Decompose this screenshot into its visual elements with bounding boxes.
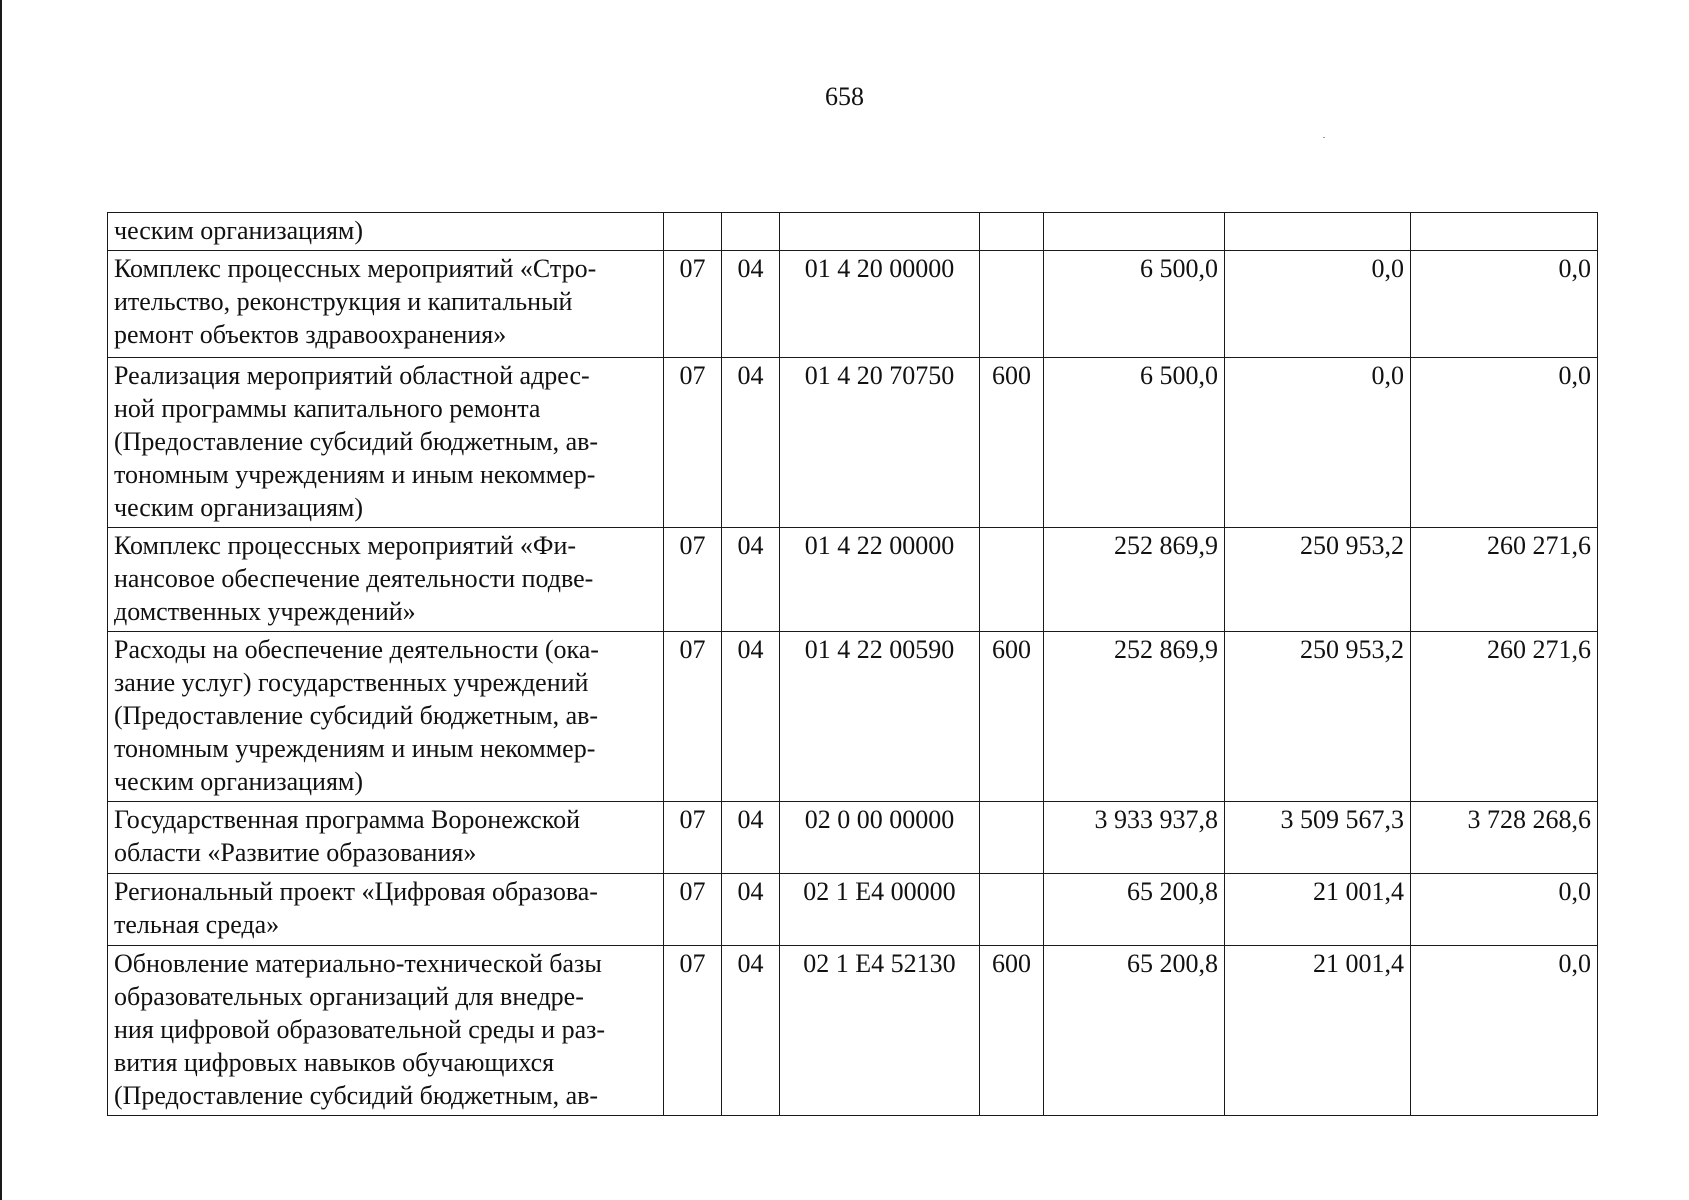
cell-podrazdel: 04: [722, 632, 780, 802]
description-line: Комплекс процессных мероприятий «Фи-: [114, 531, 577, 560]
cell-target-article: 01 4 20 70750: [780, 358, 980, 528]
cell-podrazdel: 04: [722, 946, 780, 1116]
description-line: Комплекс процессных мероприятий «Стро-: [114, 254, 597, 283]
cell-target-article: 01 4 22 00590: [780, 632, 980, 802]
cell-sum-year-2: 3 509 567,3: [1225, 802, 1411, 874]
cell-sum-year-2: 250 953,2: [1225, 632, 1411, 802]
cell-sum-year-3: 3 728 268,6: [1411, 802, 1598, 874]
description-line: (Предоставление субсидий бюджетным, ав-: [114, 701, 599, 730]
cell-sum-year-3: [1411, 213, 1598, 251]
cell-razdel: 07: [664, 946, 722, 1116]
table-row: [108, 213, 1598, 251]
cell-podrazdel: 04: [722, 874, 780, 946]
cell-expense-type: 600: [980, 946, 1044, 1116]
description-line: тельная среда»: [114, 910, 280, 939]
description-line: ния цифровой образовательной среды и раз-: [114, 1015, 606, 1044]
cell-razdel: 07: [664, 528, 722, 632]
table-row: [108, 358, 1598, 528]
cell-podrazdel: 04: [722, 528, 780, 632]
cell-sum-year-3: 0,0: [1411, 358, 1598, 528]
scan-left-edge: [0, 0, 2, 1200]
description-line: (Предоставление субсидий бюджетным, ав-: [114, 427, 599, 456]
cell-target-article: 01 4 20 00000: [780, 251, 980, 358]
cell-description: [108, 946, 664, 1116]
cell-sum-year-2: 250 953,2: [1225, 528, 1411, 632]
cell-razdel: 07: [664, 632, 722, 802]
cell-razdel: 07: [664, 251, 722, 358]
cell-podrazdel: [722, 213, 780, 251]
cell-sum-year-3: 0,0: [1411, 251, 1598, 358]
description-line: ческим организациям): [114, 767, 364, 796]
cell-description: [108, 874, 664, 946]
description-line: тономным учреждениям и иным некоммер-: [114, 734, 596, 763]
cell-target-article: [780, 213, 980, 251]
cell-sum-year-1: 252 869,9: [1044, 528, 1225, 632]
description-line: (Предоставление субсидий бюджетным, ав-: [114, 1081, 599, 1110]
cell-sum-year-1: 252 869,9: [1044, 632, 1225, 802]
description-line: ительство, реконструкция и капитальный: [114, 287, 573, 316]
table-row: [108, 946, 1598, 1116]
cell-sum-year-2: 0,0: [1225, 358, 1411, 528]
page-number: 658: [825, 82, 864, 111]
cell-sum-year-3: 260 271,6: [1411, 632, 1598, 802]
cell-target-article: 02 0 00 00000: [780, 802, 980, 874]
cell-razdel: [664, 213, 722, 251]
description-line: области «Развитие образования»: [114, 838, 477, 867]
cell-sum-year-2: 21 001,4: [1225, 874, 1411, 946]
cell-target-article: 02 1 E4 00000: [780, 874, 980, 946]
description-line: Региональный проект «Цифровая образова-: [114, 877, 598, 906]
cell-description: [108, 528, 664, 632]
cell-expense-type: [980, 528, 1044, 632]
cell-description: [108, 358, 664, 528]
cell-expense-type: [980, 213, 1044, 251]
description-line: Государственная программа Воронежской: [114, 805, 581, 834]
description-line: ческим организациям): [114, 216, 364, 245]
description-line: Реализация мероприятий областной адрес-: [114, 361, 590, 390]
description-line: ремонт объектов здравоохранения»: [114, 320, 507, 349]
description-line: ческим организациям): [114, 493, 364, 522]
cell-description: [108, 213, 664, 251]
cell-target-article: 01 4 22 00000: [780, 528, 980, 632]
cell-expense-type: [980, 802, 1044, 874]
description-line: ной программы капитального ремонта: [114, 394, 541, 423]
table-row: [108, 528, 1598, 632]
description-line: Расходы на обеспечение деятельности (ока-: [114, 635, 599, 664]
cell-razdel: 07: [664, 358, 722, 528]
cell-podrazdel: 04: [722, 802, 780, 874]
scan-speck: [1323, 137, 1325, 138]
cell-sum-year-1: 65 200,8: [1044, 946, 1225, 1116]
cell-sum-year-3: 0,0: [1411, 874, 1598, 946]
budget-table-body: [108, 213, 1598, 1116]
cell-sum-year-2: 21 001,4: [1225, 946, 1411, 1116]
cell-sum-year-1: 6 500,0: [1044, 251, 1225, 358]
cell-expense-type: 600: [980, 632, 1044, 802]
cell-sum-year-2: [1225, 213, 1411, 251]
description-line: Обновление материально-технической базы: [114, 949, 602, 978]
description-line: образовательных организаций для внедре-: [114, 982, 584, 1011]
table-row: [108, 251, 1598, 358]
cell-razdel: 07: [664, 874, 722, 946]
cell-podrazdel: 04: [722, 251, 780, 358]
cell-sum-year-1: 65 200,8: [1044, 874, 1225, 946]
cell-sum-year-1: 3 933 937,8: [1044, 802, 1225, 874]
cell-description: [108, 802, 664, 874]
budget-table: [107, 212, 1598, 1116]
cell-expense-type: [980, 874, 1044, 946]
cell-sum-year-3: 260 271,6: [1411, 528, 1598, 632]
cell-sum-year-1: [1044, 213, 1225, 251]
description-line: тономным учреждениям и иным некоммер-: [114, 460, 596, 489]
cell-expense-type: [980, 251, 1044, 358]
description-line: домственных учреждений»: [114, 597, 416, 626]
table-row: [108, 874, 1598, 946]
cell-expense-type: 600: [980, 358, 1044, 528]
description-line: зание услуг) государственных учреждений: [114, 668, 589, 697]
table-row: [108, 632, 1598, 802]
cell-razdel: 07: [664, 802, 722, 874]
cell-podrazdel: 04: [722, 358, 780, 528]
cell-sum-year-2: 0,0: [1225, 251, 1411, 358]
cell-sum-year-1: 6 500,0: [1044, 358, 1225, 528]
cell-target-article: 02 1 E4 52130: [780, 946, 980, 1116]
table-row: [108, 802, 1598, 874]
cell-description: [108, 632, 664, 802]
description-line: вития цифровых навыков обучающихся: [114, 1048, 555, 1077]
cell-description: [108, 251, 664, 358]
description-line: нансовое обеспечение деятельности подве-: [114, 564, 594, 593]
cell-sum-year-3: 0,0: [1411, 946, 1598, 1116]
